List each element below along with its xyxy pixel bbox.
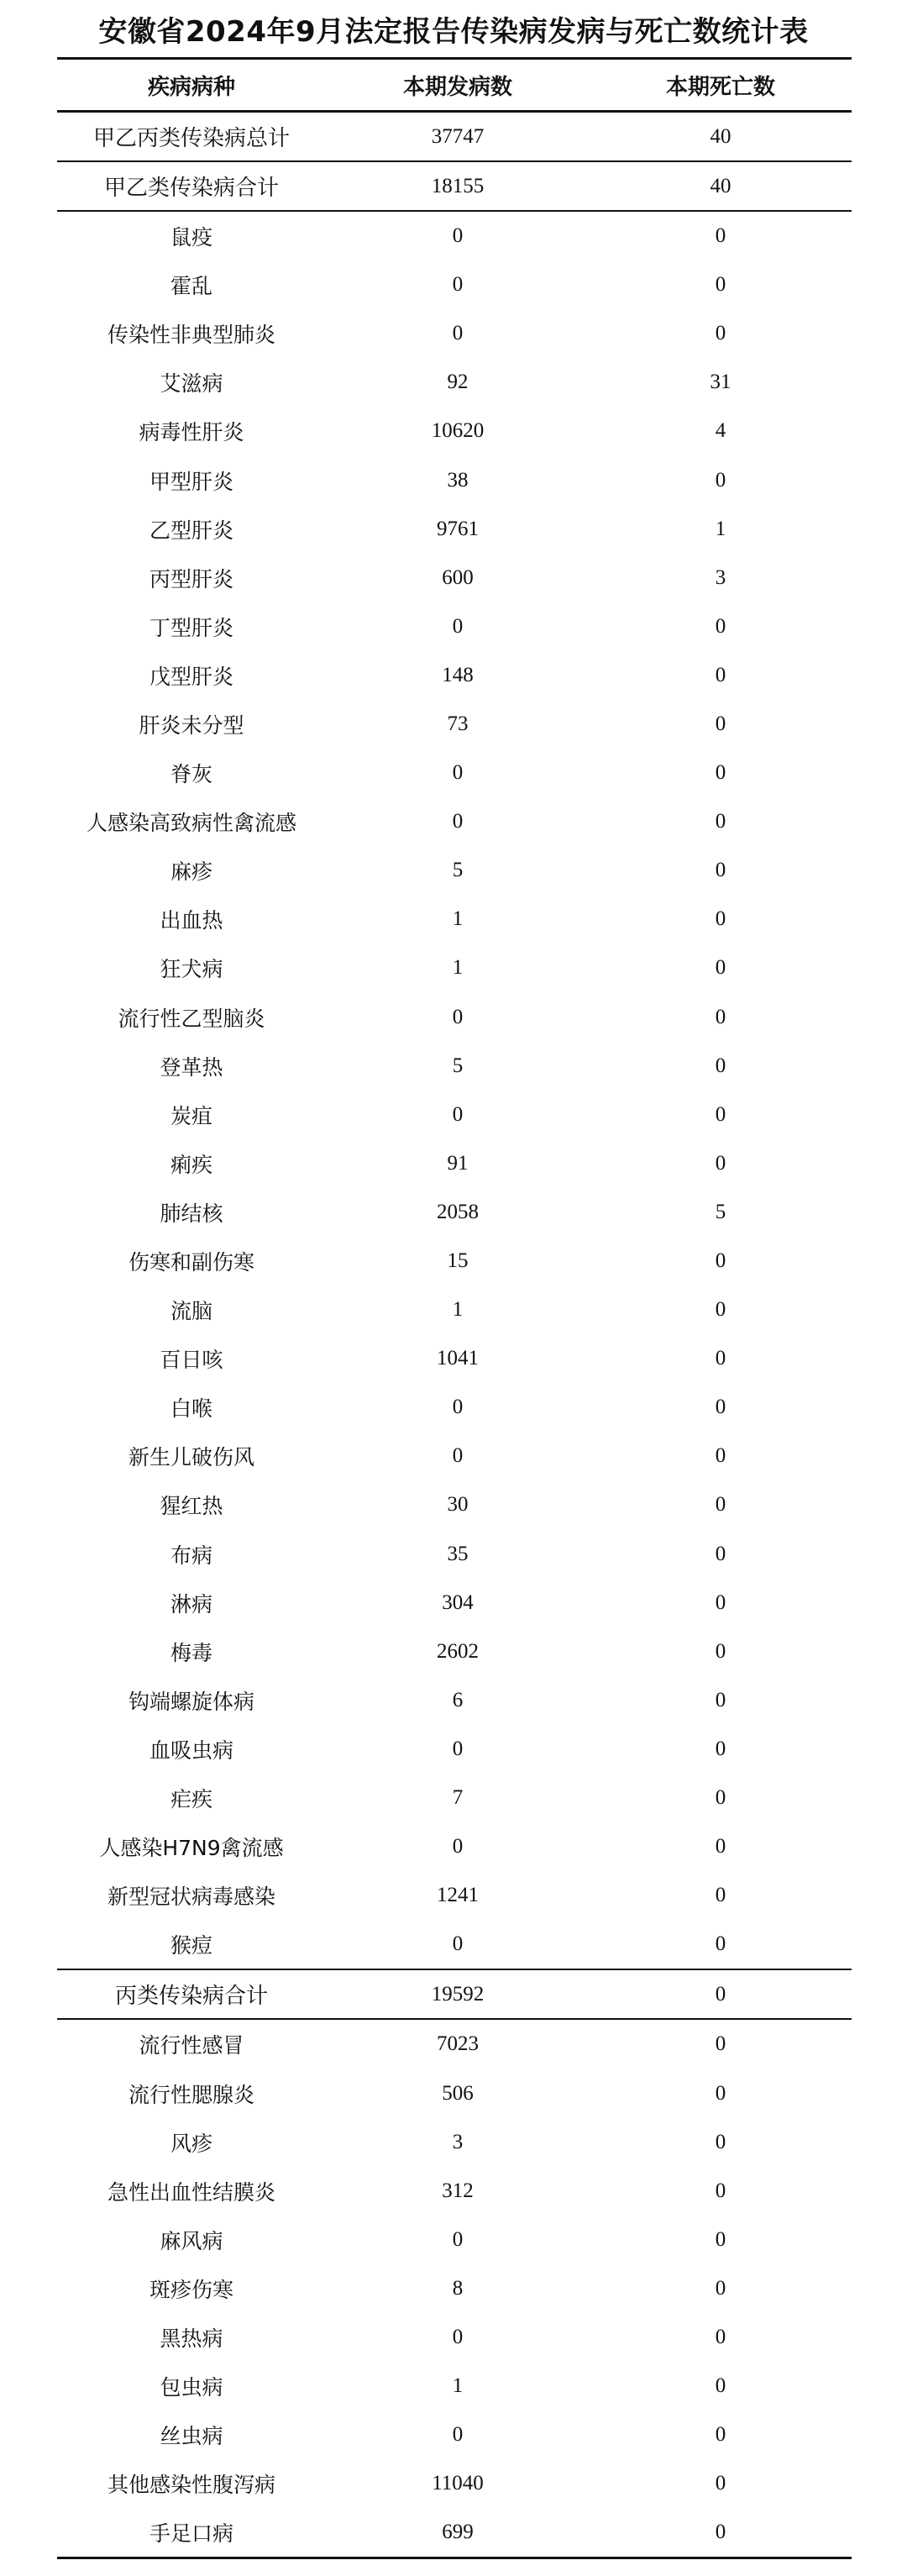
table-row	[57, 1480, 852, 1529]
table-row	[57, 1627, 852, 1676]
total-row-all-classes	[57, 113, 852, 160]
table-row	[57, 1725, 852, 1774]
deaths-cell: 0	[715, 1786, 726, 1810]
total-row-cases: 37747	[431, 124, 485, 148]
cases-cell: 35	[447, 1542, 469, 1565]
disease-name-cell: 流行性乙型脑炎	[118, 1006, 265, 1031]
cases-cell: 92	[447, 371, 469, 394]
disease-name-cell: 戊型肝炎	[149, 664, 233, 689]
table-row	[57, 455, 852, 504]
table-row	[57, 944, 852, 992]
disease-name-cell: 流脑	[170, 1299, 212, 1324]
cases-cell: 30	[447, 1493, 469, 1517]
cases-cell: 0	[452, 224, 464, 248]
page-title: 安徽省2024年9月法定报告传染病发病与死亡数统计表	[98, 15, 809, 49]
table-row	[57, 2362, 852, 2410]
cases-cell: 1	[452, 956, 464, 980]
class-ab-disease-list	[57, 212, 852, 1969]
cases-cell: 91	[447, 1151, 469, 1175]
cases-cell: 0	[452, 273, 464, 297]
cases-cell: 600	[442, 565, 474, 589]
table-row	[57, 1285, 852, 1334]
disease-name-cell: 霍乱	[170, 274, 212, 299]
disease-name-cell: 伤寒和副伤寒	[128, 1250, 254, 1275]
table-row	[57, 309, 852, 358]
cases-cell: 7	[452, 1786, 464, 1810]
disease-name-cell: 出血热	[160, 908, 223, 933]
deaths-cell: 0	[715, 2423, 726, 2447]
deaths-cell: 0	[715, 2081, 726, 2105]
deaths-cell: 31	[710, 371, 731, 394]
cases-cell: 5	[452, 1054, 464, 1077]
cases-cell: 699	[442, 2521, 474, 2544]
deaths-cell: 0	[715, 1249, 726, 1273]
disease-name-cell: 百日咳	[160, 1348, 223, 1373]
disease-name-cell: 传染性非典型肺炎	[107, 323, 275, 348]
disease-name-cell: 炭疽	[170, 1103, 212, 1128]
disease-name-cell: 肝炎未分型	[139, 712, 244, 738]
cases-cell: 0	[452, 810, 464, 833]
table-row	[57, 1920, 852, 1969]
disease-name-cell: 丁型肝炎	[149, 615, 233, 640]
cases-cell: 0	[452, 614, 464, 638]
table-row	[57, 1871, 852, 1920]
disease-name-cell: 钩端螺旋体病	[128, 1689, 254, 1714]
cases-cell: 0	[452, 2227, 464, 2251]
deaths-cell: 0	[715, 2227, 726, 2251]
disease-name-cell: 人感染高致病性禽流感	[86, 811, 296, 836]
table-row	[57, 1432, 852, 1480]
disease-name-cell: 布病	[170, 1543, 212, 1568]
table-row	[57, 1383, 852, 1432]
cases-cell: 6	[452, 1688, 464, 1711]
disease-name-cell: 手足口病	[149, 2521, 233, 2547]
cases-cell: 506	[442, 2081, 474, 2105]
disease-name-cell: 风疹	[170, 2131, 212, 2156]
cases-cell: 1041	[437, 1347, 479, 1370]
deaths-cell: 4	[715, 419, 726, 443]
deaths-cell: 0	[715, 2374, 726, 2398]
table-row	[57, 212, 852, 260]
table-row	[57, 700, 852, 749]
deaths-cell: 0	[715, 2276, 726, 2300]
disease-name-cell: 包虫病	[160, 2375, 223, 2400]
disease-name-cell: 血吸虫病	[149, 1737, 233, 1763]
disease-name-cell: 丙型肝炎	[149, 566, 233, 591]
table-row	[57, 749, 852, 797]
disease-name-cell: 梅毒	[170, 1640, 212, 1665]
table-row	[57, 260, 852, 309]
total-row-label: 丙类传染病合计	[114, 1984, 268, 2010]
cases-cell: 38	[447, 468, 469, 492]
deaths-cell: 5	[715, 1200, 726, 1223]
deaths-cell: 0	[715, 2521, 726, 2544]
deaths-cell: 0	[715, 1396, 726, 1419]
table-row	[57, 2264, 852, 2313]
table-row	[57, 1334, 852, 1383]
class-c-disease-list	[57, 2020, 852, 2557]
cases-cell: 15	[447, 1249, 469, 1273]
deaths-cell: 0	[715, 224, 726, 248]
deaths-cell: 0	[715, 273, 726, 297]
deaths-cell: 0	[715, 663, 726, 686]
disease-name-cell: 斑疹伤寒	[149, 2277, 233, 2302]
table-row	[57, 505, 852, 554]
disease-name-cell: 猩红热	[160, 1494, 223, 1519]
total-row-label: 甲乙丙类传染病总计	[92, 126, 290, 151]
total-row-class-ab	[57, 162, 852, 210]
table-row	[57, 1676, 852, 1725]
table-row	[57, 1237, 852, 1285]
deaths-cell: 1	[715, 517, 726, 540]
disease-name-cell: 新型冠状病毒感染	[107, 1885, 275, 1910]
deaths-cell: 0	[715, 1639, 726, 1663]
table-row	[57, 1091, 852, 1139]
disease-name-cell: 猴痘	[170, 1933, 212, 1958]
total-row-cases: 19592	[431, 1982, 485, 2006]
table-row	[57, 358, 852, 407]
column-header-deaths: 本期死亡数	[665, 74, 775, 100]
deaths-cell: 0	[715, 1542, 726, 1565]
cases-cell: 304	[442, 1590, 474, 1614]
cases-cell: 0	[452, 761, 464, 785]
deaths-cell: 0	[715, 1444, 726, 1468]
deaths-cell: 0	[715, 1688, 726, 1711]
deaths-cell: 3	[715, 565, 726, 589]
deaths-cell: 0	[715, 907, 726, 931]
table-row	[57, 2069, 852, 2117]
disease-name-cell: 麻风病	[160, 2228, 223, 2253]
deaths-cell: 0	[715, 322, 726, 345]
column-header-disease: 疾病病种	[147, 74, 235, 100]
deaths-cell: 0	[715, 1054, 726, 1077]
table-row	[57, 2167, 852, 2216]
deaths-cell: 0	[715, 2472, 726, 2495]
cases-cell: 9761	[437, 517, 479, 540]
deaths-cell: 0	[715, 1347, 726, 1370]
disease-name-cell: 狂犬病	[160, 957, 223, 982]
deaths-cell: 0	[715, 956, 726, 980]
table-row	[57, 1188, 852, 1237]
deaths-cell: 0	[715, 1932, 726, 1956]
disease-name-cell: 人感染H7N9禽流感	[99, 1836, 284, 1861]
disease-name-cell: 脊灰	[170, 762, 212, 787]
table-row	[57, 797, 852, 846]
table-row	[57, 895, 852, 944]
deaths-cell: 0	[715, 2179, 726, 2202]
disease-name-cell: 登革热	[160, 1054, 223, 1080]
table-row	[57, 2216, 852, 2264]
deaths-cell: 0	[715, 1493, 726, 1517]
disease-name-cell: 急性出血性结膜炎	[107, 2179, 275, 2205]
deaths-cell: 0	[715, 859, 726, 882]
cases-cell: 1241	[437, 1884, 479, 1907]
disease-name-cell: 其他感染性腹泻病	[107, 2473, 275, 2498]
deaths-cell: 0	[715, 1884, 726, 1907]
cases-cell: 3	[452, 2130, 464, 2153]
statistics-table	[57, 57, 852, 2559]
cases-cell: 148	[442, 663, 474, 686]
deaths-cell: 0	[715, 1005, 726, 1028]
cases-cell: 2602	[437, 1639, 479, 1663]
table-row	[57, 2313, 852, 2362]
table-row	[57, 554, 852, 602]
cases-cell: 0	[452, 1932, 464, 1956]
disease-name-cell: 新生儿破伤风	[128, 1445, 254, 1470]
cases-cell: 312	[442, 2179, 474, 2202]
deaths-cell: 0	[715, 1590, 726, 1614]
deaths-cell: 0	[715, 712, 726, 735]
cases-cell: 10620	[431, 419, 485, 443]
table-row	[57, 602, 852, 651]
cases-cell: 1	[452, 907, 464, 931]
table-bottom-rule	[57, 2557, 852, 2559]
table-row	[57, 846, 852, 895]
disease-name-cell: 甲型肝炎	[149, 469, 233, 494]
disease-name-cell: 黑热病	[160, 2326, 223, 2351]
cases-cell: 0	[452, 1835, 464, 1858]
total-row-cases: 18155	[431, 174, 485, 197]
column-header-cases: 本期发病数	[402, 74, 512, 100]
table-row	[57, 407, 852, 455]
table-row	[57, 1530, 852, 1579]
disease-name-cell: 麻疹	[170, 860, 212, 885]
deaths-cell: 0	[715, 1102, 726, 1126]
cases-cell: 11040	[432, 2472, 484, 2495]
cases-cell: 0	[452, 1737, 464, 1760]
disease-name-cell: 疟疾	[170, 1787, 212, 1812]
deaths-cell: 0	[715, 2130, 726, 2153]
disease-name-cell: 乙型肝炎	[149, 518, 233, 543]
cases-cell: 0	[452, 2325, 464, 2348]
total-row-label: 甲乙类传染病合计	[103, 176, 279, 201]
total-row-class-c	[57, 1970, 852, 2018]
table-row	[57, 651, 852, 700]
deaths-cell: 0	[715, 2325, 726, 2348]
cases-cell: 2058	[437, 1200, 479, 1223]
cases-cell: 0	[452, 2423, 464, 2447]
table-row	[57, 2459, 852, 2508]
total-row-deaths: 40	[710, 124, 731, 148]
disease-name-cell: 鼠疫	[170, 225, 212, 250]
cases-cell: 0	[452, 1005, 464, 1028]
deaths-cell: 0	[715, 1835, 726, 1858]
cases-cell: 7023	[437, 2032, 479, 2056]
disease-name-cell: 白喉	[170, 1396, 212, 1422]
table-row	[57, 2020, 852, 2069]
table-row	[57, 1774, 852, 1822]
cases-cell: 1	[452, 1298, 464, 1322]
table-row	[57, 993, 852, 1042]
deaths-cell: 0	[715, 2032, 726, 2056]
cases-cell: 73	[447, 712, 469, 735]
deaths-cell: 0	[715, 1737, 726, 1760]
deaths-cell: 0	[715, 468, 726, 492]
disease-name-cell: 流行性腮腺炎	[128, 2082, 254, 2107]
cases-cell: 5	[452, 859, 464, 882]
deaths-cell: 0	[715, 761, 726, 785]
disease-name-cell: 流行性感冒	[139, 2033, 244, 2058]
table-row	[57, 2410, 852, 2459]
cases-cell: 0	[452, 322, 464, 345]
table-header-row	[57, 60, 852, 110]
total-row-deaths: 0	[715, 1982, 726, 2006]
table-row	[57, 1579, 852, 1627]
table-row	[57, 1042, 852, 1091]
table-row	[57, 2118, 852, 2167]
disease-name-cell: 痢疾	[170, 1152, 212, 1177]
cases-cell: 0	[452, 1444, 464, 1468]
deaths-cell: 0	[715, 1298, 726, 1322]
disease-name-cell: 病毒性肝炎	[139, 420, 244, 445]
disease-name-cell: 淋病	[170, 1591, 212, 1617]
table-row	[57, 1139, 852, 1188]
cases-cell: 1	[452, 2374, 464, 2398]
disease-name-cell: 丝虫病	[160, 2424, 223, 2449]
disease-name-cell: 肺结核	[160, 1201, 223, 1226]
deaths-cell: 0	[715, 1151, 726, 1175]
table-row	[57, 2508, 852, 2557]
deaths-cell: 0	[715, 810, 726, 833]
total-row-deaths: 40	[710, 174, 731, 197]
cases-cell: 8	[452, 2276, 464, 2300]
table-row	[57, 1822, 852, 1871]
cases-cell: 0	[452, 1102, 464, 1126]
disease-name-cell: 艾滋病	[160, 371, 223, 397]
cases-cell: 0	[452, 1396, 464, 1419]
deaths-cell: 0	[715, 614, 726, 638]
